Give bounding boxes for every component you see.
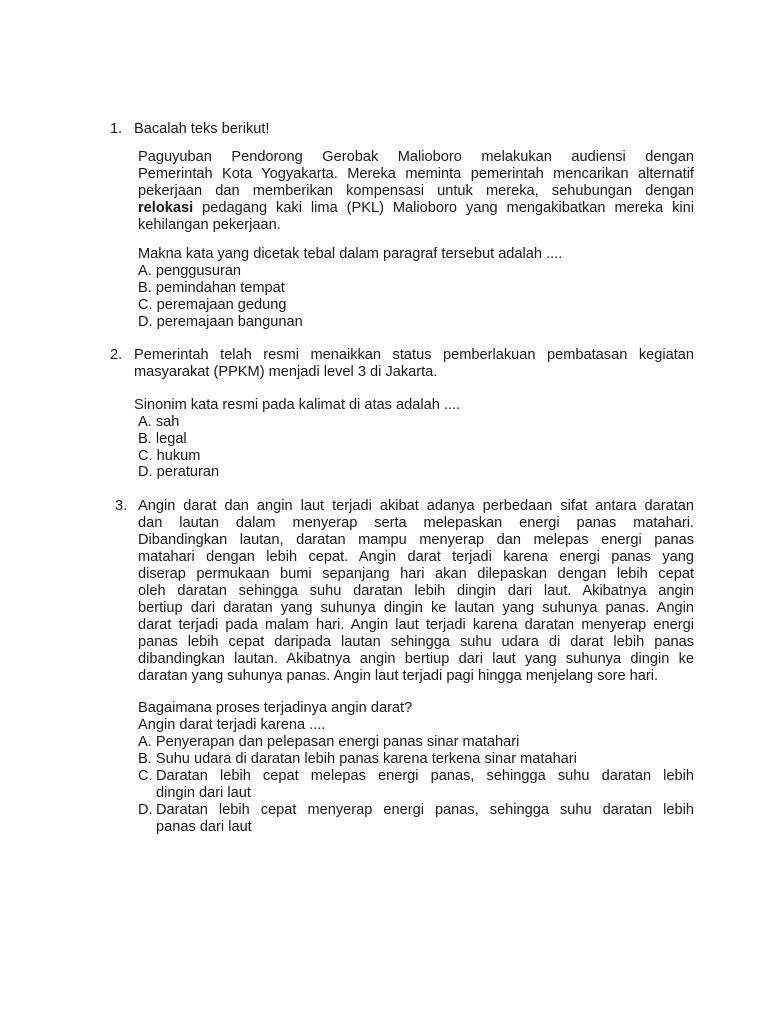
passage-line: Pemerintah Kota Yogyakarta. Mereka meminta pemerintah mencarikan alternatif xyxy=(138,166,694,182)
passage-line: darat terjadi pada malam hari. Angin laut terjadi karena daratan menyerap energi xyxy=(138,617,694,633)
passage-line: oleh daratan sehingga suhu daratan lebih dingin dari laut. Akibatnya angin xyxy=(138,583,694,599)
option-c-cont: dingin dari laut xyxy=(156,785,251,801)
question-number: 3. xyxy=(115,498,128,514)
option-c: C. hukum xyxy=(138,448,201,464)
option-a: A. Penyerapan dan pelepasan energi panas sinar matahari xyxy=(138,734,520,750)
question-text: Pemerintah telah resmi menaikkan status pemberlakuan pembatasan kegiatan xyxy=(134,347,694,363)
option-c: C. peremajaan gedung xyxy=(138,297,287,313)
option-b: B. legal xyxy=(138,431,187,447)
option-b: B. Suhu udara di daratan lebih panas karena terkena sinar matahari xyxy=(138,751,577,767)
option-d: D. peremajaan bangunan xyxy=(138,314,303,330)
question-prompt: Sinonim kata resmi pada kalimat di atas adalah .... xyxy=(134,397,461,413)
passage-line: panas lebih cepat daripada lautan sehingga suhu udara di darat lebih panas xyxy=(138,634,694,650)
passage-line: kehilangan pekerjaan. xyxy=(138,217,281,233)
option-d: Daratan lebih cepat menyerap energi panas, sehingga suhu daratan lebih xyxy=(156,802,694,818)
option-b: B. pemindahan tempat xyxy=(138,280,285,296)
option-c: Daratan lebih cepat melepas energi panas, sehingga suhu daratan lebih xyxy=(156,768,694,784)
option-a: A. penggusuran xyxy=(138,263,242,279)
passage-line: daratan yang suhunya panas. Angin laut terjadi pagi hingga menjelang sore hari. xyxy=(138,668,659,684)
passage-line: diserap permukaan bumi sepanjang hari akan dilepaskan dengan lebih cepat xyxy=(138,566,694,582)
option-c-letter: C. xyxy=(138,768,153,784)
passage-line: pekerjaan dan memberikan kompensasi untuk mereka, sehubungan dengan xyxy=(138,183,694,199)
question-text: masyarakat (PPKM) menjadi level 3 di Jakarta. xyxy=(134,364,438,380)
passage-line: dan lautan dalam menyerap serta melepaskan energi panas matahari. xyxy=(138,515,694,531)
question-number: 1. xyxy=(110,121,123,137)
passage-text: pedagang kaki lima (PKL) Malioboro yang mengakibatkan mereka kini xyxy=(193,200,694,216)
passage-line: dibandingkan lautan. Akibatnya angin bertiup dari laut yang suhunya dingin ke xyxy=(138,651,694,667)
option-d-cont: panas dari laut xyxy=(156,819,252,835)
question-prompt: Bagaimana proses terjadinya angin darat? xyxy=(138,700,413,716)
option-a: A. sah xyxy=(138,414,180,430)
passage-line: Dibandingkan lautan, daratan mampu menyerap dan melepas energi panas xyxy=(138,532,694,548)
question-text: Makna kata yang dicetak tebal dalam paragraf tersebut adalah .... xyxy=(138,246,563,262)
passage-line xyxy=(138,200,694,217)
bold-word: relokasi xyxy=(138,200,194,216)
instruction: Bacalah teks berikut! xyxy=(134,121,270,137)
question-number: 2. xyxy=(110,347,123,363)
question-stem: Angin darat terjadi karena .... xyxy=(138,717,326,733)
passage-line: Paguyuban Pendorong Gerobak Malioboro melakukan audiensi dengan xyxy=(138,149,694,165)
passage-line: matahari dengan lebih cepat. Angin darat terjadi karena energi panas yang xyxy=(138,549,694,565)
passage-line: bertiup dari daratan yang suhunya dingin ke lautan yang suhunya panas. Angin xyxy=(138,600,694,616)
passage-line: Angin darat dan angin laut terjadi akibat adanya perbedaan sifat antara daratan xyxy=(138,498,694,514)
option-d-letter: D. xyxy=(138,802,153,818)
option-d: D. peraturan xyxy=(138,464,220,480)
